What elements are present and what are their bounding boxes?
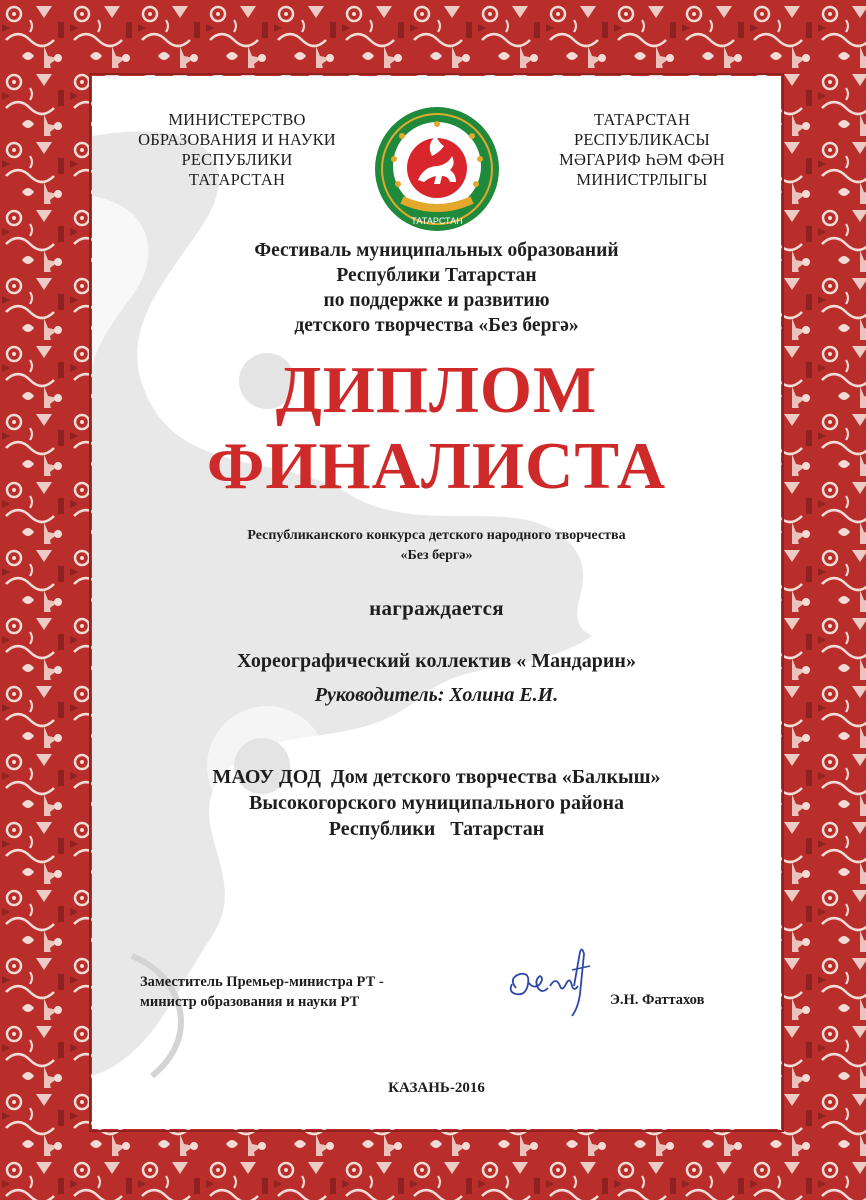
diploma-heading-line1: ДИПЛОМ bbox=[275, 353, 598, 427]
ministry-ru-line: РЕСПУБЛИКИ bbox=[181, 150, 293, 169]
festival-line: Республики Татарстан bbox=[336, 265, 537, 286]
tatarstan-coat-of-arms-icon bbox=[372, 104, 502, 234]
ministry-tt-line: МИНИСТРЛЫГЫ bbox=[576, 170, 708, 189]
festival-line: по поддержке и развитию bbox=[323, 290, 550, 311]
awarded-label: награждается bbox=[369, 596, 504, 620]
contest-name bbox=[132, 526, 741, 566]
ministry-name-russian bbox=[112, 110, 362, 190]
ministry-tt-line: ТАТАРСТАН bbox=[593, 110, 691, 129]
signer-title-line: Заместитель Премьер-министра РТ - bbox=[140, 974, 384, 990]
diploma-heading bbox=[92, 352, 781, 504]
contest-line: Республиканского конкурса детского народного творчества bbox=[247, 528, 626, 543]
ministry-tt-line: РЕСПУБЛИКАСЫ bbox=[574, 130, 710, 149]
ministry-tt-line: МӘГАРИФ ҺӘМ ФӘН bbox=[559, 150, 725, 169]
signer-title-line: министр образования и науки РТ bbox=[140, 994, 360, 1010]
festival-line: детского творчества «Без бергә» bbox=[294, 315, 579, 336]
diploma-content bbox=[92, 76, 781, 1129]
ministry-ru-line: ОБРАЗОВАНИЯ И НАУКИ bbox=[138, 130, 336, 149]
organization-line: Республики Татарстан bbox=[328, 818, 545, 840]
recipient-collective: Хореографический коллектив « Мандарин» bbox=[237, 650, 636, 672]
signer-title bbox=[140, 972, 480, 1012]
city-and-year: КАЗАНЬ-2016 bbox=[388, 1080, 485, 1096]
festival-title bbox=[132, 238, 741, 338]
signer-name: Э.Н. Фаттахов bbox=[610, 992, 705, 1008]
recipient-leader: Руководитель: Холина Е.И. bbox=[314, 684, 559, 706]
emblem-caption: ТАТАРСТАН bbox=[411, 216, 463, 226]
ministry-name-tatar bbox=[522, 110, 762, 190]
diploma-heading-line2: ФИНАЛИСТА bbox=[206, 429, 667, 503]
organization-line: Высокогорского муниципального района bbox=[248, 792, 624, 814]
organization-line: МАОУ ДОД Дом детского творчества «Балкыш» bbox=[212, 766, 661, 788]
ministry-ru-line: МИНИСТЕРСТВО bbox=[168, 110, 306, 129]
contest-line: «Без бергә» bbox=[400, 548, 473, 563]
handwritten-signature bbox=[502, 948, 612, 1020]
ministry-ru-line: ТАТАРСТАН bbox=[188, 170, 286, 189]
recipient-organization bbox=[112, 764, 761, 842]
festival-line: Фестиваль муниципальных образований bbox=[254, 240, 619, 261]
diploma-body bbox=[92, 76, 781, 1129]
